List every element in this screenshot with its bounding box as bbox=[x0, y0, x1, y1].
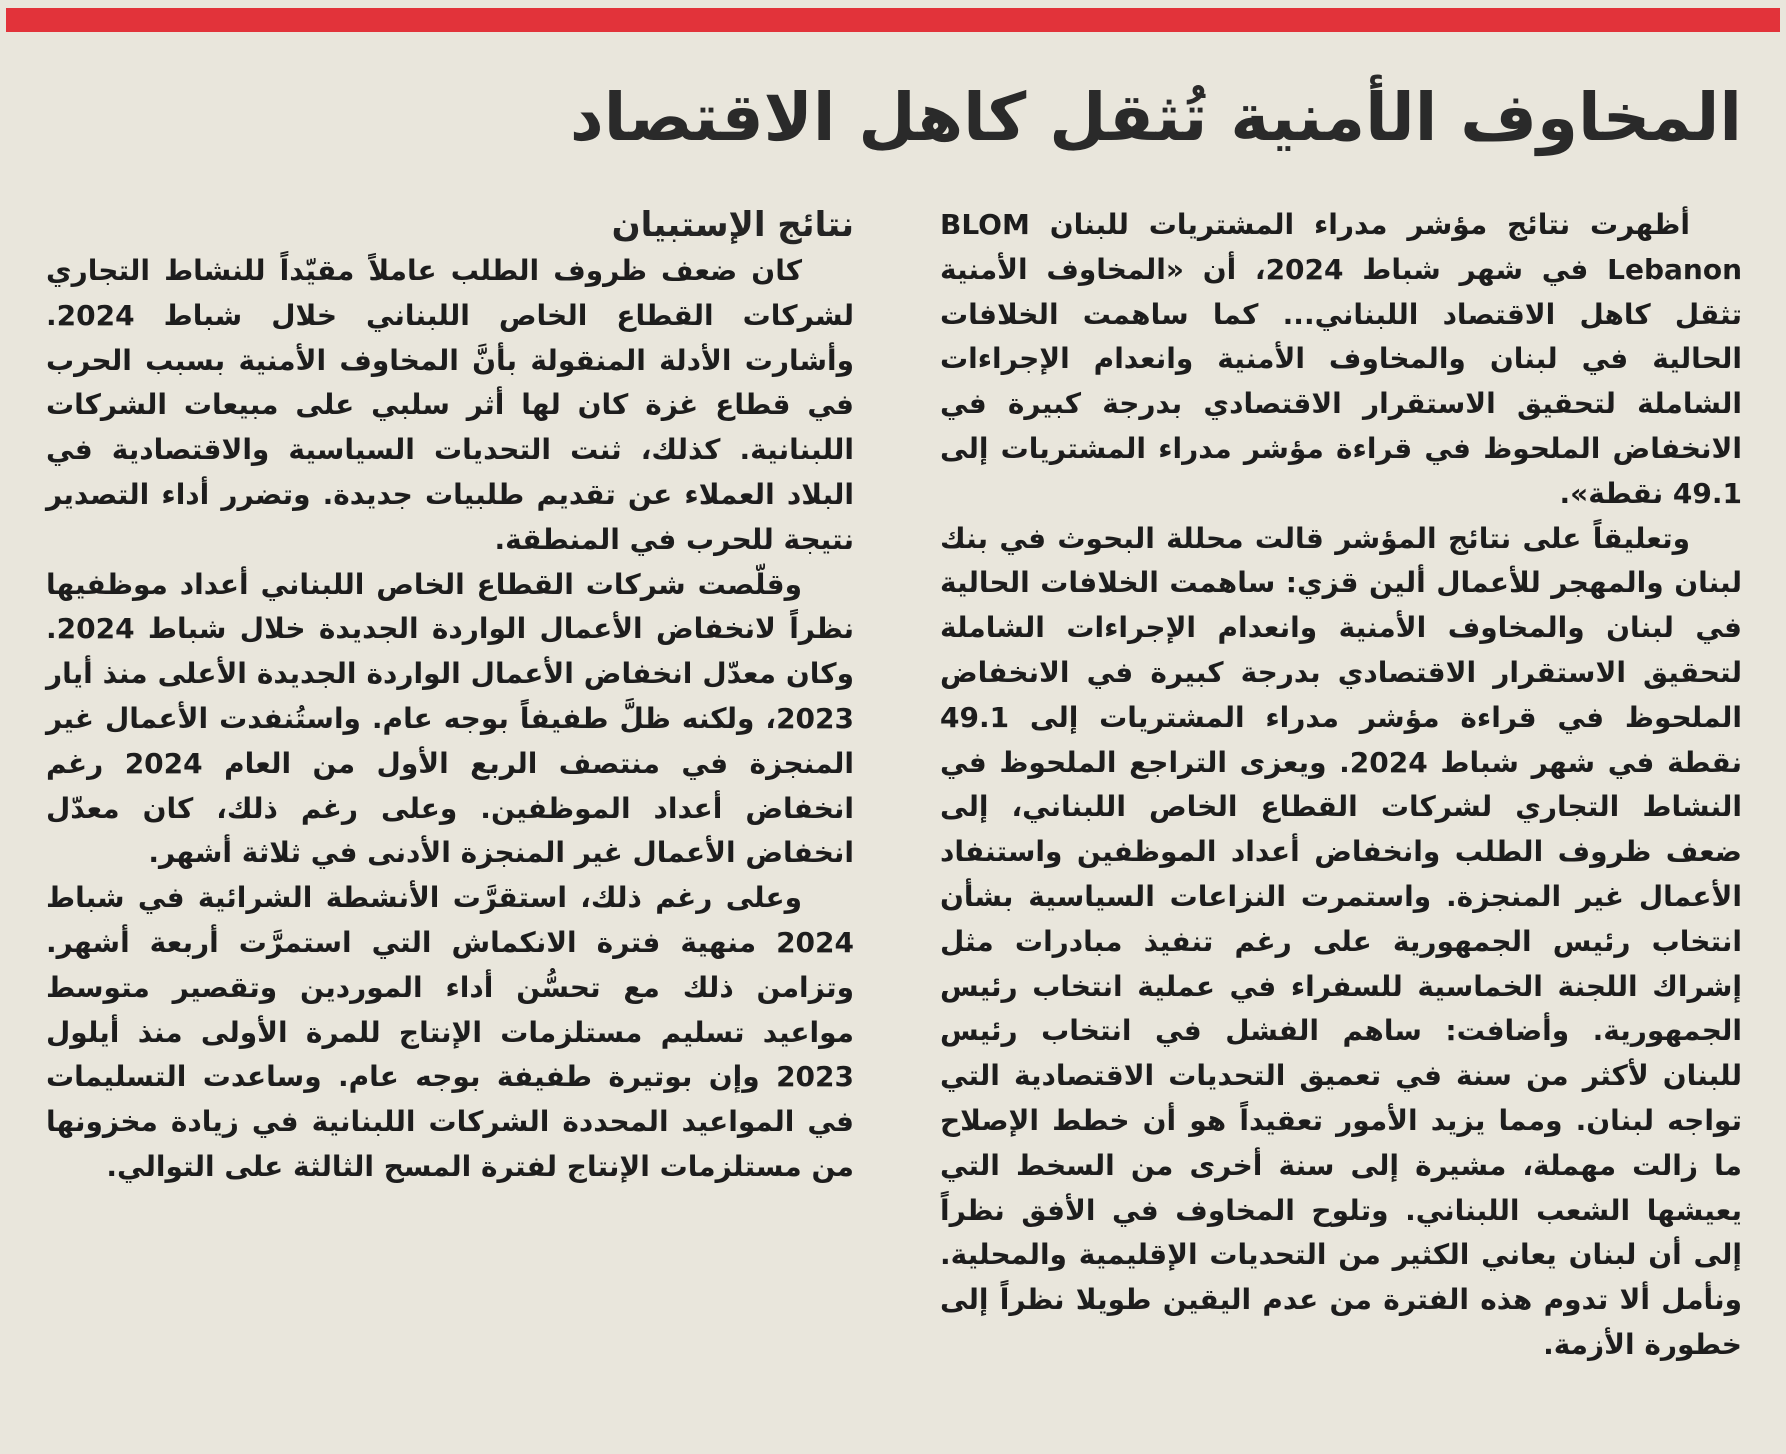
section-heading: نتائج الإستبيان bbox=[611, 205, 854, 245]
article-column-right bbox=[940, 203, 1742, 1368]
article-paragraph: كان ضعف ظروف الطلب عاملاً مقيّداً للنشاط التجاري لشركات القطاع الخاص اللبناني خلال شباط 2024. وأشارت الأدلة المنقولة بأنَّ المخاوف الأمنية بسبب الحرب في قطاع غزة كان لها أثر سلبي على مبيعات الشركات اللبنانية. كذلك، ثنت التحديات السياسية والاقتصادية في البلاد العملاء عن تقديم طلبيات جديدة. وتضرر أداء التصدير نتيجة للحرب في المنطقة. bbox=[46, 254, 854, 556]
article-paragraph: وتعليقاً على نتائج المؤشر قالت محللة البحوث في بنك لبنان والمهجر للأعمال ألين قزي: ساهمت الخلافات الحالية في لبنان والمخاوف الأمنية وانعدام الإجراءات الشاملة لتحقيق الاستقرار الاقتصادي بدرجة كبيرة في الانخفاض الملحوظ في قراءة مؤشر مدراء المشتريات إلى 49.1 نقطة في شهر شباط 2024. ويعزى التراجع الملحوظ في النشاط التجاري لشركات القطاع الخاص اللبناني، إلى ضعف ظروف الطلب وانخفاض أعداد الموظفين واستنفاد الأعمال غير المنجزة. واستمرت النزاعات السياسية بشأن انتخاب رئيس الجمهورية على رغم تنفيذ مبادرات مثل إشراك اللجنة الخماسية للسفراء في عملية انتخاب رئيس الجمهورية. وأضافت: ساهم الفشل في انتخاب رئيس للبنان لأكثر من سنة في تعميق التحديات الاقتصادية التي تواجه لبنان. ومما يزيد الأمور تعقيداً هو أن خطط الإصلاح ما زالت مهملة، مشيرة إلى سنة أخرى من السخط التي يعيشها الشعب اللبناني. وتلوح المخاوف في الأفق نظراً إلى أن لبنان يعاني الكثير من التحديات الإقليمية والمحلية. ونأمل ألا تدوم هذه الفترة من عدم اليقين طويلا نظراً إلى خطورة الأزمة. bbox=[940, 521, 1742, 1361]
article-column-left bbox=[46, 203, 854, 1190]
page-title: المخاوف الأمنية تُثقل كاهل الاقتصاد bbox=[569, 79, 1742, 156]
article-paragraph: وقلّصت شركات القطاع الخاص اللبناني أعداد موظفيها نظراً لانخفاض الأعمال الواردة الجديدة خلال شباط 2024. وكان معدّل انخفاض الأعمال الواردة الجديدة الأعلى منذ أيار 2023، ولكنه ظلَّ طفيفاً بوجه عام. واستُنفدت الأعمال غير المنجزة في منتصف الربع الأول من العام 2024 رغم انخفاض أعداد الموظفين. وعلى رغم ذلك، كان معدّل انخفاض الأعمال غير المنجزة الأدنى في ثلاثة أشهر. bbox=[46, 567, 854, 870]
article-paragraph: وعلى رغم ذلك، استقرَّت الأنشطة الشرائية في شباط 2024 منهية فترة الانكماش التي استمرَّت أربعة أشهر. وتزامن ذلك مع تحسُّن أداء الموردين وتقصير متوسط مواعيد تسليم مستلزمات الإنتاج للمرة الأولى منذ أيلول 2023 وإن بوتيرة طفيفة بوجه عام. وساعدت التسليمات في المواعيد المحددة الشركات اللبنانية في زيادة مخزونها من مستلزمات الإنتاج لفترة المسح الثالثة على التوالي. bbox=[46, 881, 854, 1183]
article-paragraph: أظهرت نتائج مؤشر مدراء المشتريات للبنان BLOM Lebanon في شهر شباط 2024، أن «المخاوف الأمنية تثقل كاهل الاقتصاد اللبناني... كما ساهمت الخلافات الحالية في لبنان والمخاوف الأمنية وانعدام الإجراءات الشاملة لتحقيق الاستقرار الاقتصادي بدرجة كبيرة في الانخفاض الملحوظ في قراءة مؤشر مدراء المشتريات إلى 49.1 نقطة». bbox=[940, 208, 1743, 510]
red-accent-bar bbox=[6, 8, 1780, 32]
